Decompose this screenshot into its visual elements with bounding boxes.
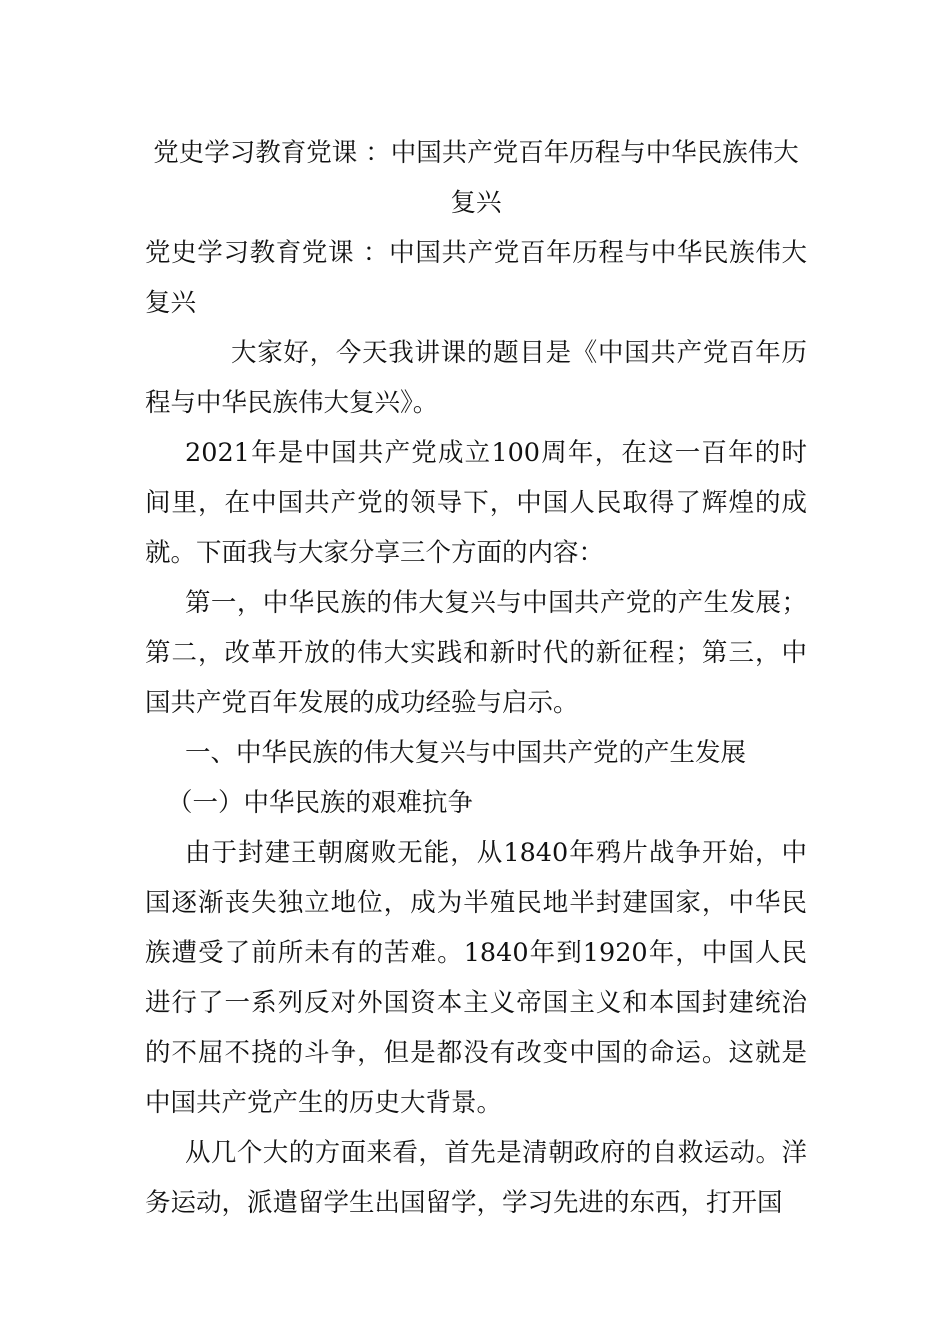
section-heading-1: 一、中华民族的伟大复兴与中国共产党的产生发展 <box>185 738 747 768</box>
paragraph-self-rescue: 从几个大的方面来看，首先是清朝政府的自救运动。洋务运动，派遣留学生出国留学，学习先进的东西，打开国 <box>145 1138 807 1218</box>
paragraph-intro: 2021年是中国共产党成立100周年，在这一百年的时间里，在中国共产党的领导下，中国人民取得了辉煌的成就。下面我与大家分享三个方面的内容： <box>145 438 807 568</box>
document-subtitle: 党史学习教育党课 ：中国共产党百年历程与中华民族伟大复兴 <box>145 238 807 318</box>
paragraph-outline: 第一，中华民族的伟大复兴与中国共产党的产生发展；第二，改革开放的伟大实践和新时代的新征程；第三，中国共产党百年发展的成功经验与启示。 <box>145 588 807 718</box>
paragraph-background: 由于封建王朝腐败无能，从1840年鸦片战争开始，中国逐渐丧失独立地位，成为半殖民地半封建国家，中华民族遭受了前所未有的苦难。1840年到1920年，中国人民进行了一系列反对外国资本主义帝国主义和本国封建统治的不屈不挠的斗争，但是都没有改变中国的命运。这就是中国共产党产生的历史大背景。 <box>145 838 807 1118</box>
subsection-heading-1: （一）中华民族的艰难抗争 <box>167 788 474 818</box>
document-title: 党史学习教育党课 ：中国共产党百年历程与中华民族伟大复兴 <box>153 138 799 218</box>
paragraph-greeting: 大家好，今天我讲课的题目是《中国共产党百年历程与中华民族伟大复兴》。 <box>145 338 807 418</box>
document-page <box>145 128 807 1228</box>
